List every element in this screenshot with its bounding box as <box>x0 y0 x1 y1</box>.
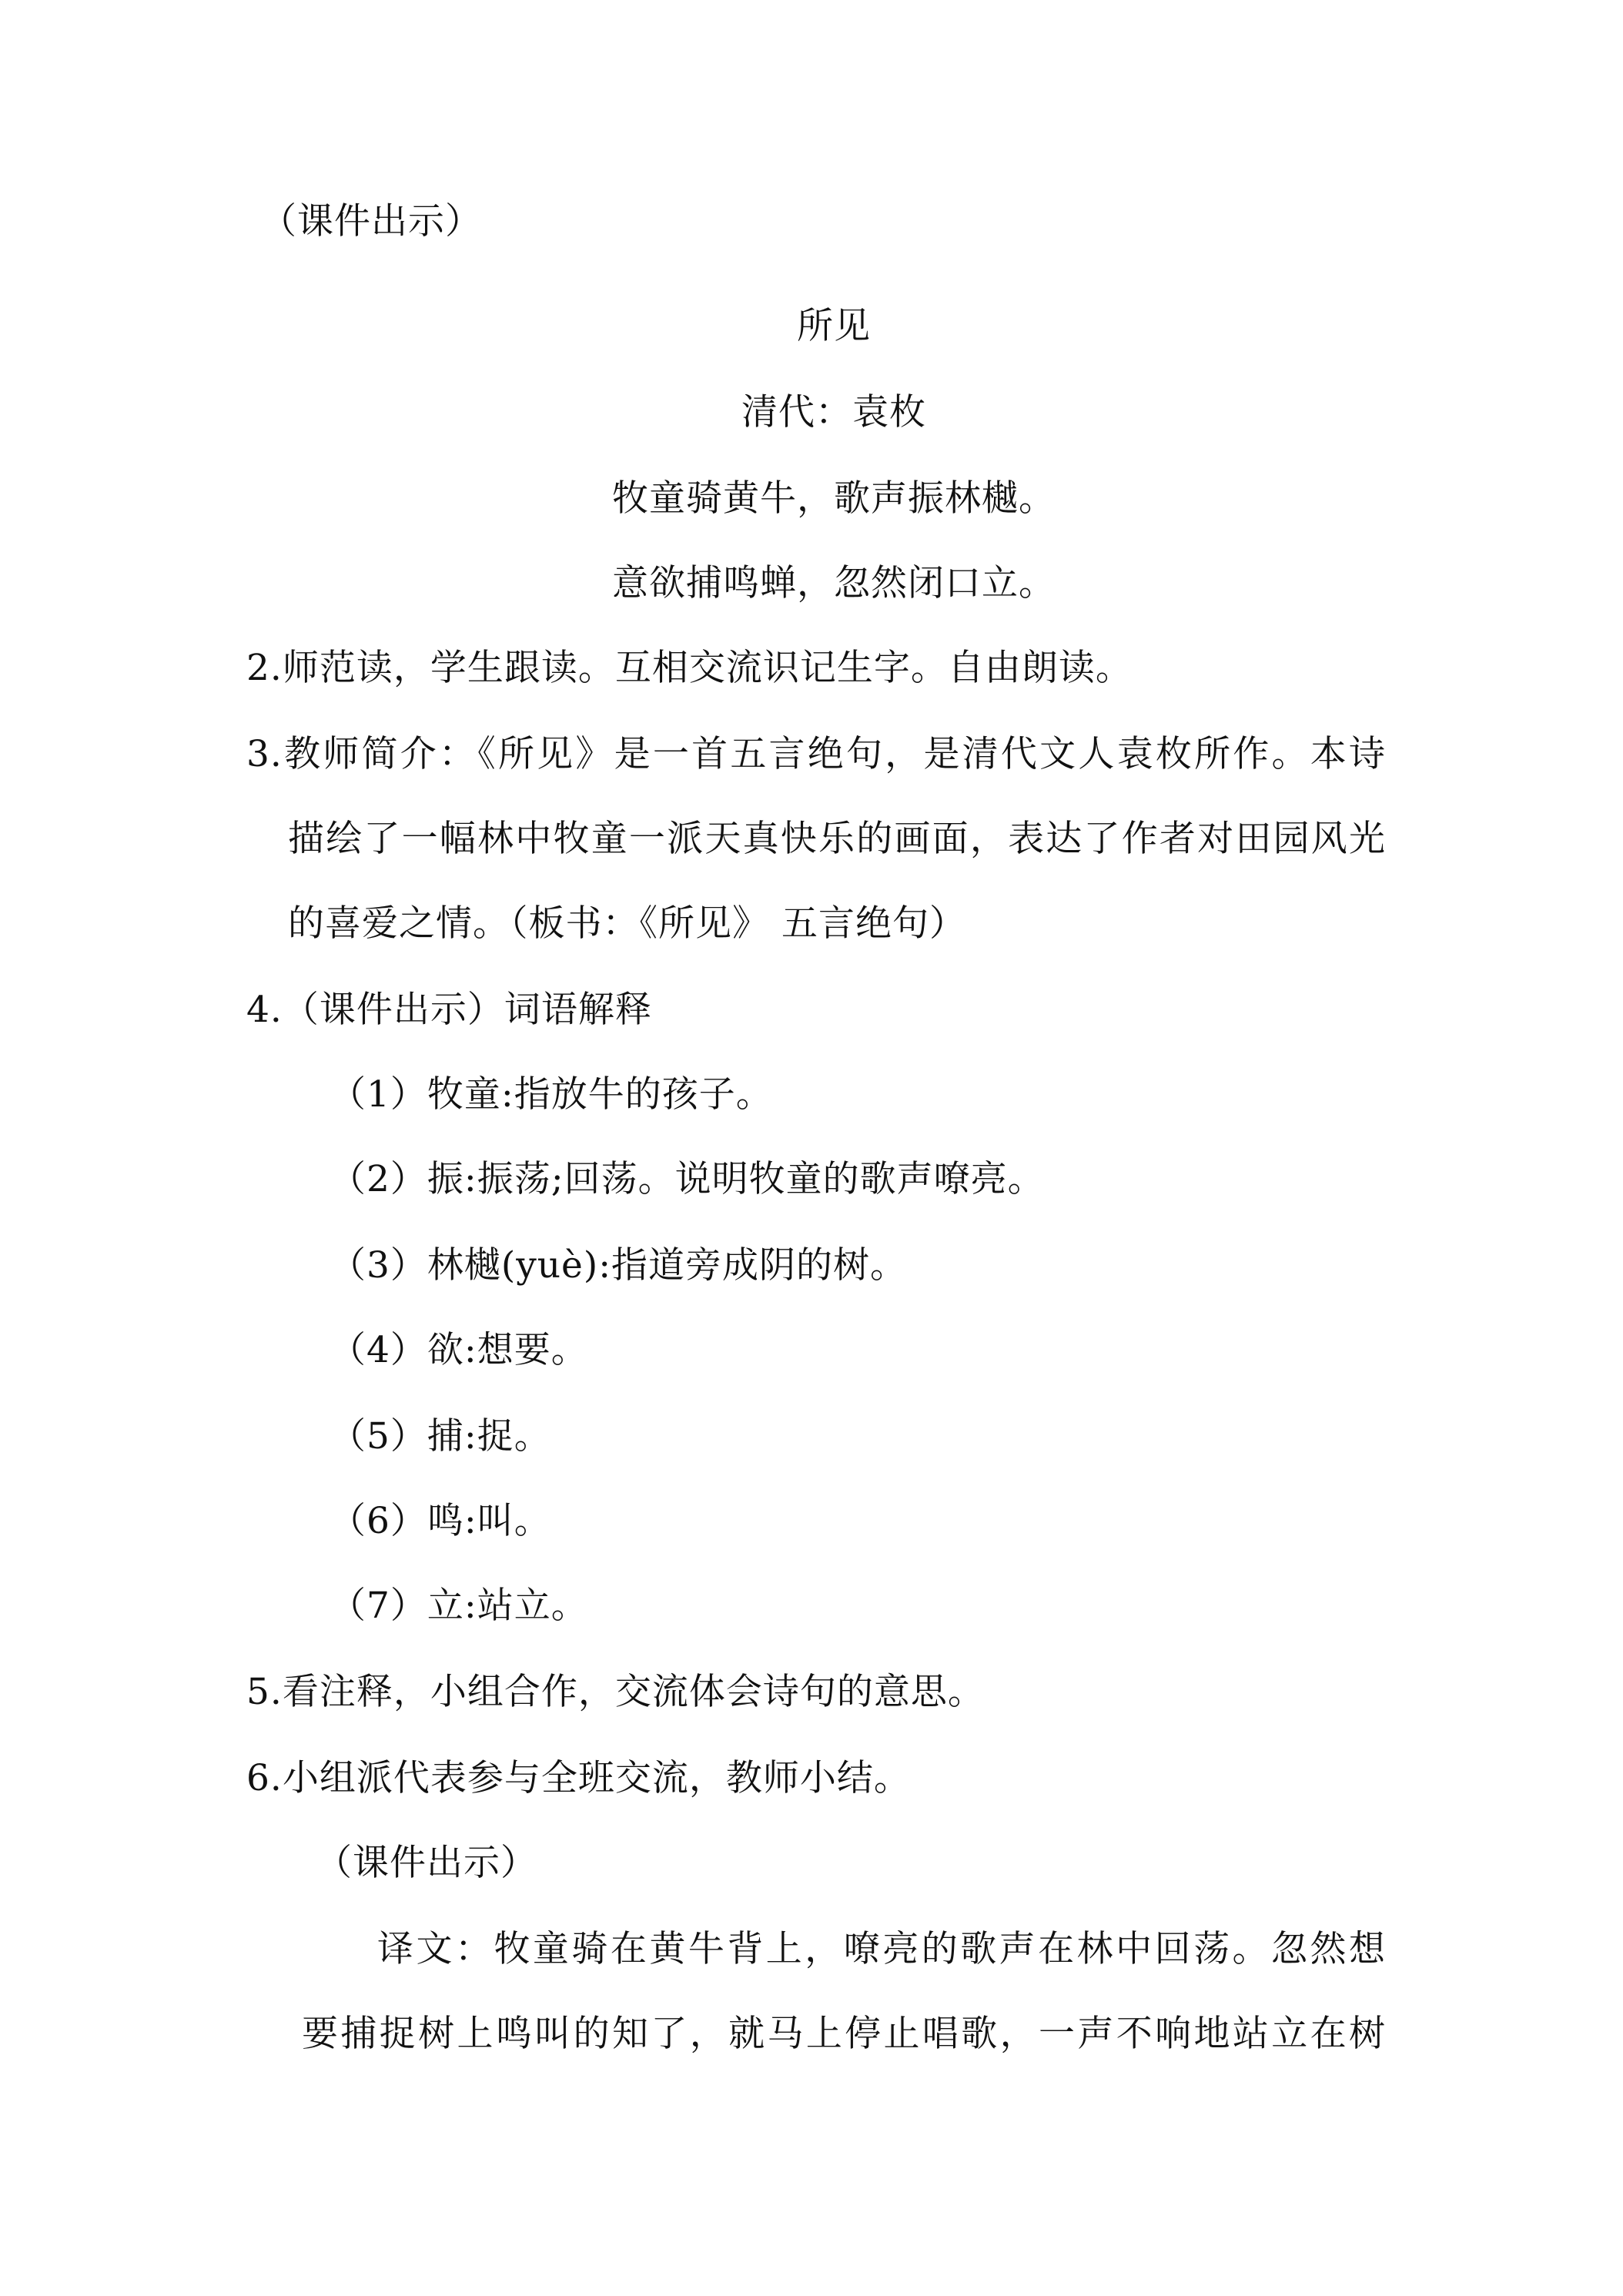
step-2: 2.师范读，学生跟读。互相交流识记生字。自由朗读。 <box>246 647 1133 689</box>
poem-line-2: 意欲捕鸣蝉，忽然闭口立。 <box>612 562 1056 604</box>
step-6: 6.小组派代表参与全班交流，教师小结。 <box>246 1757 911 1799</box>
glossary-item: （4）欲:想要。 <box>330 1329 588 1371</box>
translation-line-2: 要捕捉树上鸣叫的知了，就马上停止唱歌，一声不响地站立在树 <box>302 2013 1386 2055</box>
translation-line-1: 译文：牧童骑在黄牛背上，嘹亮的歌声在林中回荡。忽然想 <box>377 1928 1386 1970</box>
step-3-line-3: 的喜爱之情。（板书：《所见》 五言绝句） <box>288 902 966 945</box>
step-5: 5.看注释，小组合作，交流体会诗句的意思。 <box>246 1671 985 1713</box>
step-6-label: （课件出示） <box>316 1842 537 1884</box>
poem-author: 清代：袁枚 <box>741 391 926 433</box>
glossary-item: （5）捕:捉。 <box>330 1415 551 1458</box>
step-4: 4.（课件出示）词语解释 <box>246 989 652 1031</box>
glossary-item: （1）牧童:指放牛的孩子。 <box>330 1073 773 1116</box>
glossary-item: （3）林樾(yuè):指道旁成阴的树。 <box>330 1244 908 1287</box>
poem-title: 所见 <box>797 305 871 347</box>
poem-line-1: 牧童骑黄牛，歌声振林樾。 <box>612 477 1056 520</box>
step-3-line-2: 描绘了一幅林中牧童一派天真快乐的画面，表达了作者对田园风光 <box>288 818 1386 860</box>
glossary-item: （6）鸣:叫。 <box>330 1500 551 1542</box>
intro-label: （课件出示） <box>260 200 482 243</box>
glossary-item: （7）立:站立。 <box>330 1585 588 1627</box>
glossary-item: （2）振:振荡;回荡。说明牧童的歌声嘹亮。 <box>330 1158 1045 1200</box>
step-3-line-1: 3.教师简介：《所见》是一首五言绝句，是清代文人袁枚所作。本诗 <box>246 733 1386 775</box>
